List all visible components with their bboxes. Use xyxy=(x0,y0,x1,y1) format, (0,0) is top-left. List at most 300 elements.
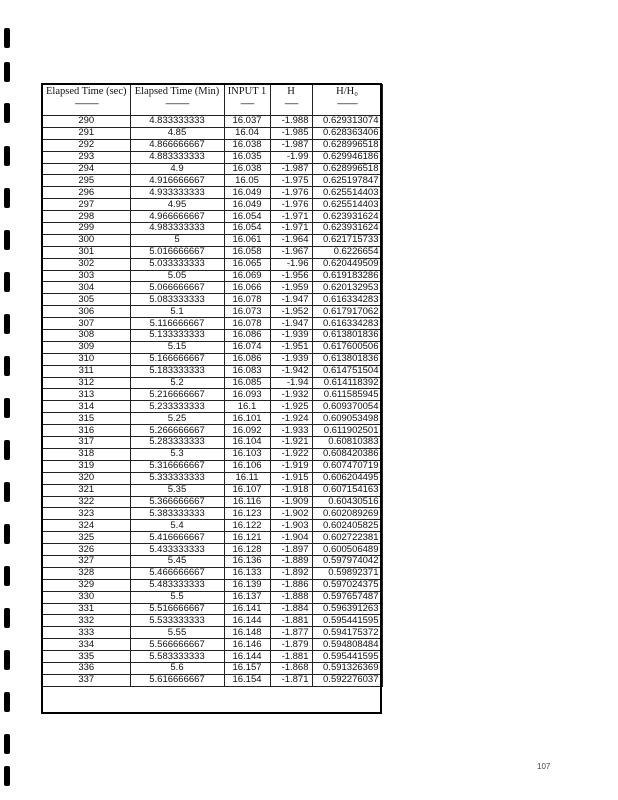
table-cell: -1.939 xyxy=(270,330,312,342)
table-cell: 16.069 xyxy=(224,270,270,282)
table-cell: 5 xyxy=(130,234,224,246)
table-cell: 315 xyxy=(43,413,131,425)
data-table xyxy=(42,84,383,687)
table-cell: 322 xyxy=(43,496,131,508)
table-cell: 0.597657487 xyxy=(312,591,382,603)
table-cell: 16.05 xyxy=(224,175,270,187)
table-cell: 0.614118392 xyxy=(312,377,382,389)
table-cell: -1.976 xyxy=(270,199,312,211)
table-cell: 16.104 xyxy=(224,437,270,449)
table-cell: 299 xyxy=(43,223,131,235)
table-cell: 337 xyxy=(43,674,131,686)
table-cell: 312 xyxy=(43,377,131,389)
table-cell: 309 xyxy=(43,341,131,353)
punch-mark xyxy=(4,608,10,628)
table-cell: 5.616666667 xyxy=(130,674,224,686)
table-cell: 0.625197847 xyxy=(312,175,382,187)
table-cell: 5.183333333 xyxy=(130,365,224,377)
table-cell: 16.139 xyxy=(224,579,270,591)
table-cell: -1.915 xyxy=(270,472,312,484)
table-cell: 16.086 xyxy=(224,330,270,342)
table-cell: 306 xyxy=(43,306,131,318)
table-cell: -1.971 xyxy=(270,211,312,223)
table-row xyxy=(43,555,383,567)
table-cell: 0.616334283 xyxy=(312,294,382,306)
table-cell: 5.45 xyxy=(130,555,224,567)
table-cell: 0.600506489 xyxy=(312,544,382,556)
punch-mark xyxy=(4,734,10,754)
table-cell: 304 xyxy=(43,282,131,294)
table-cell: 16.146 xyxy=(224,639,270,651)
header-elapsed-min: Elapsed Time (Min) -------------- xyxy=(130,85,224,116)
table-cell: 4.866666667 xyxy=(130,139,224,151)
table-cell: 4.916666667 xyxy=(130,175,224,187)
table-cell: 0.620449509 xyxy=(312,258,382,270)
table-cell: 327 xyxy=(43,555,131,567)
punch-mark xyxy=(4,103,10,123)
table-row xyxy=(43,116,383,128)
punch-mark xyxy=(4,356,10,376)
table-cell: 0.613801836 xyxy=(312,353,382,365)
table-row xyxy=(43,258,383,270)
punch-mark xyxy=(4,524,10,544)
table-row xyxy=(43,437,383,449)
table-cell: 316 xyxy=(43,425,131,437)
table-cell: 16.11 xyxy=(224,472,270,484)
table-cell: 5.2 xyxy=(130,377,224,389)
table-row xyxy=(43,532,383,544)
table-cell: 0.611902501 xyxy=(312,425,382,437)
table-cell: 317 xyxy=(43,437,131,449)
table-row xyxy=(43,674,383,686)
table-cell: 16.037 xyxy=(224,116,270,128)
table-row xyxy=(43,627,383,639)
table-row xyxy=(43,306,383,318)
table-cell: 335 xyxy=(43,651,131,663)
table-cell: 16.157 xyxy=(224,662,270,674)
table-cell: -1.947 xyxy=(270,318,312,330)
table-cell: 16.128 xyxy=(224,544,270,556)
table-cell: 0.625514403 xyxy=(312,199,382,211)
table-cell: 0.607154163 xyxy=(312,484,382,496)
table-cell: -1.909 xyxy=(270,496,312,508)
table-cell: -1.959 xyxy=(270,282,312,294)
table-cell: 5.6 xyxy=(130,662,224,674)
table-row xyxy=(43,460,383,472)
punch-mark xyxy=(4,230,10,250)
table-cell: -1.967 xyxy=(270,246,312,258)
table-cell: 5.35 xyxy=(130,484,224,496)
table-row xyxy=(43,282,383,294)
table-row xyxy=(43,662,383,674)
table-cell: 0.602722381 xyxy=(312,532,382,544)
table-cell: 0.617917062 xyxy=(312,306,382,318)
table-cell: 5.533333333 xyxy=(130,615,224,627)
table-cell: 0.608420386 xyxy=(312,448,382,460)
table-cell: 325 xyxy=(43,532,131,544)
table-cell: -1.871 xyxy=(270,674,312,686)
table-cell: -1.888 xyxy=(270,591,312,603)
table-cell: 5.216666667 xyxy=(130,389,224,401)
table-cell: 0.611585945 xyxy=(312,389,382,401)
table-row xyxy=(43,496,383,508)
table-cell: 16.061 xyxy=(224,234,270,246)
header-input: INPUT 1 -------- xyxy=(224,85,270,116)
table-cell: -1.922 xyxy=(270,448,312,460)
table-cell: 301 xyxy=(43,246,131,258)
table-cell: 16.137 xyxy=(224,591,270,603)
table-cell: 4.95 xyxy=(130,199,224,211)
punch-mark xyxy=(4,440,10,460)
table-cell: 5.116666667 xyxy=(130,318,224,330)
table-cell: 16.038 xyxy=(224,163,270,175)
table-cell: -1.964 xyxy=(270,234,312,246)
punch-mark xyxy=(4,314,10,334)
table-cell: 16.065 xyxy=(224,258,270,270)
table-cell: 334 xyxy=(43,639,131,651)
table-cell: 5.416666667 xyxy=(130,532,224,544)
table-row xyxy=(43,163,383,175)
table-cell: 293 xyxy=(43,151,131,163)
table-cell: 0.60430516 xyxy=(312,496,382,508)
table-cell: 0.595441595 xyxy=(312,651,382,663)
table-row xyxy=(43,127,383,139)
table-cell: 0.606204495 xyxy=(312,472,382,484)
table-row xyxy=(43,401,383,413)
table-cell: -1.924 xyxy=(270,413,312,425)
table-cell: 16.106 xyxy=(224,460,270,472)
table-cell: 311 xyxy=(43,365,131,377)
punch-mark xyxy=(4,650,10,670)
table-row xyxy=(43,246,383,258)
header-elapsed-sec: Elapsed Time (sec) -------------- xyxy=(43,85,131,116)
table-cell: 0.594808484 xyxy=(312,639,382,651)
table-cell: 0.60810383 xyxy=(312,437,382,449)
table-cell: 16.154 xyxy=(224,674,270,686)
table-cell: 5.516666667 xyxy=(130,603,224,615)
table-cell: -1.877 xyxy=(270,627,312,639)
table-cell: 5.483333333 xyxy=(130,579,224,591)
table-row xyxy=(43,544,383,556)
table-row xyxy=(43,330,383,342)
table-cell: 16.093 xyxy=(224,389,270,401)
table-cell: 321 xyxy=(43,484,131,496)
table-cell: 5.466666667 xyxy=(130,567,224,579)
table-row xyxy=(43,413,383,425)
table-row xyxy=(43,199,383,211)
table-cell: 16.058 xyxy=(224,246,270,258)
table-row xyxy=(43,389,383,401)
table-cell: 0.621715733 xyxy=(312,234,382,246)
table-cell: 318 xyxy=(43,448,131,460)
table-cell: 5.016666667 xyxy=(130,246,224,258)
table-cell: 5.15 xyxy=(130,341,224,353)
table-cell: -1.889 xyxy=(270,555,312,567)
table-cell: -1.956 xyxy=(270,270,312,282)
punch-mark xyxy=(4,28,10,48)
table-cell: 332 xyxy=(43,615,131,627)
table-cell: 0.602405825 xyxy=(312,520,382,532)
table-cell: -1.904 xyxy=(270,532,312,544)
table-cell: 0.596391263 xyxy=(312,603,382,615)
table-row xyxy=(43,270,383,282)
table-cell: 5.133333333 xyxy=(130,330,224,342)
table-cell: 5.4 xyxy=(130,520,224,532)
table-cell: 291 xyxy=(43,127,131,139)
table-cell: -1.881 xyxy=(270,615,312,627)
table-row xyxy=(43,175,383,187)
table-cell: 16.078 xyxy=(224,294,270,306)
page-number: 107 xyxy=(537,762,551,771)
table-cell: -1.971 xyxy=(270,223,312,235)
table-cell: 16.054 xyxy=(224,223,270,235)
table-cell: 4.983333333 xyxy=(130,223,224,235)
table-cell: 16.144 xyxy=(224,651,270,663)
table-cell: 0.625514403 xyxy=(312,187,382,199)
table-row xyxy=(43,294,383,306)
table-cell: 336 xyxy=(43,662,131,674)
punch-mark xyxy=(4,482,10,502)
table-cell: 297 xyxy=(43,199,131,211)
table-cell: 5.3 xyxy=(130,448,224,460)
header-row xyxy=(43,85,383,116)
table-cell: 296 xyxy=(43,187,131,199)
table-cell: 16.121 xyxy=(224,532,270,544)
punch-mark xyxy=(4,188,10,208)
table-row xyxy=(43,520,383,532)
table-cell: 0.619183286 xyxy=(312,270,382,282)
table-row xyxy=(43,579,383,591)
table-cell: 319 xyxy=(43,460,131,472)
table-cell: 0.594175372 xyxy=(312,627,382,639)
table-cell: 326 xyxy=(43,544,131,556)
table-cell: 0.602089269 xyxy=(312,508,382,520)
table-cell: -1.918 xyxy=(270,484,312,496)
punch-mark xyxy=(4,692,10,712)
table-cell: 5.266666667 xyxy=(130,425,224,437)
table-cell: 16.107 xyxy=(224,484,270,496)
table-row xyxy=(43,151,383,163)
table-cell: -1.975 xyxy=(270,175,312,187)
table-cell: 5.066666667 xyxy=(130,282,224,294)
table-row xyxy=(43,651,383,663)
table-cell: 16.144 xyxy=(224,615,270,627)
table-cell: -1.985 xyxy=(270,127,312,139)
table-cell: 5.05 xyxy=(130,270,224,282)
table-cell: -1.942 xyxy=(270,365,312,377)
table-cell: 16.133 xyxy=(224,567,270,579)
table-row xyxy=(43,508,383,520)
punch-mark xyxy=(4,398,10,418)
table-row xyxy=(43,425,383,437)
table-cell: 16.086 xyxy=(224,353,270,365)
table-cell: 295 xyxy=(43,175,131,187)
table-cell: 329 xyxy=(43,579,131,591)
table-cell: 5.233333333 xyxy=(130,401,224,413)
table-cell: -1.921 xyxy=(270,437,312,449)
table-cell: 300 xyxy=(43,234,131,246)
table-cell: 294 xyxy=(43,163,131,175)
table-cell: 303 xyxy=(43,270,131,282)
table-cell: -1.919 xyxy=(270,460,312,472)
table-cell: 0.6226654 xyxy=(312,246,382,258)
table-cell: -1.94 xyxy=(270,377,312,389)
table-cell: 16.054 xyxy=(224,211,270,223)
table-cell: -1.988 xyxy=(270,116,312,128)
table-cell: -1.903 xyxy=(270,520,312,532)
table-cell: -1.947 xyxy=(270,294,312,306)
table-cell: 0.609370054 xyxy=(312,401,382,413)
table-cell: 292 xyxy=(43,139,131,151)
table-cell: -1.951 xyxy=(270,341,312,353)
table-cell: 5.1 xyxy=(130,306,224,318)
table-cell: 16.123 xyxy=(224,508,270,520)
table-cell: -1.881 xyxy=(270,651,312,663)
table-cell: 5.333333333 xyxy=(130,472,224,484)
table-cell: 0.628996518 xyxy=(312,139,382,151)
table-cell: 5.55 xyxy=(130,627,224,639)
table-cell: 16.148 xyxy=(224,627,270,639)
table-cell: 16.085 xyxy=(224,377,270,389)
table-cell: 5.083333333 xyxy=(130,294,224,306)
table-row xyxy=(43,187,383,199)
table-cell: -1.952 xyxy=(270,306,312,318)
table-cell: 0.629946186 xyxy=(312,151,382,163)
table-cell: -1.99 xyxy=(270,151,312,163)
table-cell: 4.9 xyxy=(130,163,224,175)
table-cell: 290 xyxy=(43,116,131,128)
table-cell: -1.96 xyxy=(270,258,312,270)
table-cell: 0.614751504 xyxy=(312,365,382,377)
table-cell: 323 xyxy=(43,508,131,520)
table-cell: 16.04 xyxy=(224,127,270,139)
table-cell: 302 xyxy=(43,258,131,270)
table-cell: 16.136 xyxy=(224,555,270,567)
table-row xyxy=(43,341,383,353)
table-cell: -1.879 xyxy=(270,639,312,651)
table-body xyxy=(43,116,383,687)
table-cell: 0.623931624 xyxy=(312,211,382,223)
table-cell: -1.933 xyxy=(270,425,312,437)
table-row xyxy=(43,223,383,235)
table-cell: 5.25 xyxy=(130,413,224,425)
table-row xyxy=(43,639,383,651)
table-cell: 307 xyxy=(43,318,131,330)
table-cell: 4.85 xyxy=(130,127,224,139)
table-cell: 5.283333333 xyxy=(130,437,224,449)
table-cell: 0.595441595 xyxy=(312,615,382,627)
table-cell: 5.366666667 xyxy=(130,496,224,508)
table-cell: 0.623931624 xyxy=(312,223,382,235)
table-cell: 5.166666667 xyxy=(130,353,224,365)
table-cell: 0.609053498 xyxy=(312,413,382,425)
table-row xyxy=(43,472,383,484)
table-row xyxy=(43,448,383,460)
table-cell: 16.122 xyxy=(224,520,270,532)
table-row xyxy=(43,377,383,389)
table-cell: 16.035 xyxy=(224,151,270,163)
table-cell: 5.433333333 xyxy=(130,544,224,556)
table-cell: 5.383333333 xyxy=(130,508,224,520)
table-cell: -1.868 xyxy=(270,662,312,674)
table-cell: 330 xyxy=(43,591,131,603)
table-cell: -1.886 xyxy=(270,579,312,591)
table-cell: -1.897 xyxy=(270,544,312,556)
table-cell: 313 xyxy=(43,389,131,401)
table-cell: 0.620132953 xyxy=(312,282,382,294)
table-cell: 324 xyxy=(43,520,131,532)
punch-mark xyxy=(4,766,10,786)
table-cell: 16.074 xyxy=(224,341,270,353)
table-cell: 333 xyxy=(43,627,131,639)
table-cell: 5.5 xyxy=(130,591,224,603)
table-row xyxy=(43,365,383,377)
table-row xyxy=(43,318,383,330)
table-cell: 16.1 xyxy=(224,401,270,413)
table-cell: 4.883333333 xyxy=(130,151,224,163)
table-cell: 4.933333333 xyxy=(130,187,224,199)
table-cell: 305 xyxy=(43,294,131,306)
table-cell: 0.597024375 xyxy=(312,579,382,591)
table-cell: 0.613801836 xyxy=(312,330,382,342)
table-row xyxy=(43,211,383,223)
table-cell: 314 xyxy=(43,401,131,413)
table-cell: 16.078 xyxy=(224,318,270,330)
table-row xyxy=(43,484,383,496)
table-cell: 0.59892371 xyxy=(312,567,382,579)
table-cell: -1.976 xyxy=(270,187,312,199)
table-cell: 5.566666667 xyxy=(130,639,224,651)
punch-mark xyxy=(4,146,10,166)
table-cell: -1.884 xyxy=(270,603,312,615)
table-cell: 0.628996518 xyxy=(312,163,382,175)
table-cell: 0.607470719 xyxy=(312,460,382,472)
table-cell: -1.932 xyxy=(270,389,312,401)
table-cell: 4.833333333 xyxy=(130,116,224,128)
table-cell: 328 xyxy=(43,567,131,579)
table-cell: 16.083 xyxy=(224,365,270,377)
table-row xyxy=(43,139,383,151)
table-row xyxy=(43,591,383,603)
table-cell: 298 xyxy=(43,211,131,223)
punch-mark xyxy=(4,62,10,82)
table-row xyxy=(43,603,383,615)
table-cell: 0.616334283 xyxy=(312,318,382,330)
table-cell: 5.316666667 xyxy=(130,460,224,472)
header-h-ratio: H/H₀ ------------ xyxy=(312,85,382,116)
table-cell: -1.925 xyxy=(270,401,312,413)
table-cell: -1.987 xyxy=(270,163,312,175)
table-cell: -1.939 xyxy=(270,353,312,365)
punch-mark xyxy=(4,272,10,292)
table-row xyxy=(43,567,383,579)
punch-mark xyxy=(4,566,10,586)
table-cell: 320 xyxy=(43,472,131,484)
table-cell: 0.597974042 xyxy=(312,555,382,567)
table-cell: 0.617600506 xyxy=(312,341,382,353)
table-cell: 16.141 xyxy=(224,603,270,615)
table-cell: 16.073 xyxy=(224,306,270,318)
table-cell: 16.049 xyxy=(224,199,270,211)
table-cell: -1.902 xyxy=(270,508,312,520)
table-row xyxy=(43,615,383,627)
table-cell: 5.033333333 xyxy=(130,258,224,270)
table-cell: 331 xyxy=(43,603,131,615)
table-cell: 16.066 xyxy=(224,282,270,294)
table-cell: 5.583333333 xyxy=(130,651,224,663)
table-cell: 16.038 xyxy=(224,139,270,151)
table-cell: 0.592276037 xyxy=(312,674,382,686)
